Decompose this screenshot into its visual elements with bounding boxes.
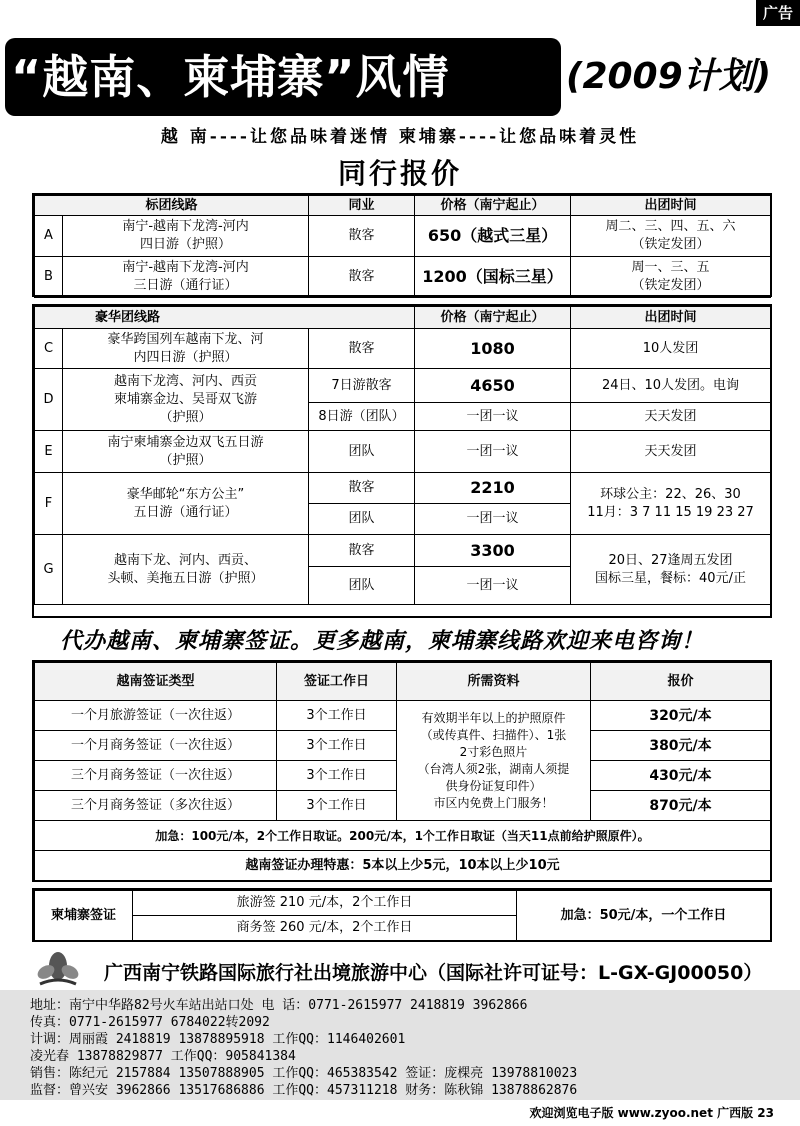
route-cell: 南宁-越南下龙湾-河内 三日游（通行证） — [63, 257, 309, 298]
row-id: C — [35, 329, 63, 369]
cambodia-label: 柬埔寨签证 — [35, 891, 133, 941]
price-cell: 1200（国标三星） — [415, 257, 571, 298]
visa-type-cell: 一个月商务签证（一次往返） — [35, 731, 277, 761]
time-cell: 20日、27逢周五发团 国标三星，餐标：40元/正 — [571, 535, 771, 605]
contact-line: 传真：0771-2615977 6784022转2092 — [30, 1015, 270, 1030]
row-id: B — [35, 257, 63, 298]
time-cell: 天天发团 — [571, 431, 771, 473]
table-row — [35, 701, 771, 731]
workdays-cell: 3个工作日 — [277, 791, 397, 821]
route-cell: 越南下龙、河内、西贡、 头顿、美拖五日游（护照） — [63, 535, 309, 605]
price-cell: 2210 — [415, 473, 571, 504]
route-cell: 南宁柬埔寨金边双飞五日游 （护照） — [63, 431, 309, 473]
visa-price-cell: 320元/本 — [591, 701, 771, 731]
contact-panel — [0, 990, 800, 1100]
route-cell: 越南下龙湾、河内、西贡 柬埔寨金边、吴哥双飞游 （护照） — [63, 369, 309, 431]
slogan: 越 南----让您品味着迷情 柬埔寨----让您品味着灵性 — [160, 127, 640, 147]
company-name: 广西南宁铁路国际旅行社出境旅游中心（国际社许可证号：L-GX-GJ00050） — [104, 962, 763, 984]
type-cell: 散客 — [309, 329, 415, 369]
urgent-note: 加急：100元/本，2个工作日取证。200元/本，1个工作日取证（当天11点前给护照原件）。 — [35, 821, 771, 851]
contact-line: 地址：南宁中华路82号火车站出站口处 电 话：0771-2615977 2418819 3962866 — [30, 998, 528, 1013]
row-id: D — [35, 369, 63, 431]
row-id: E — [35, 431, 63, 473]
type-cell: 8日游（团队） — [309, 403, 415, 431]
table-row — [35, 369, 771, 403]
workdays-cell: 3个工作日 — [277, 731, 397, 761]
type-cell: 散客 — [309, 473, 415, 504]
price-cell: 一团一议 — [415, 431, 571, 473]
visa-price-cell: 430元/本 — [591, 761, 771, 791]
visa-type-cell: 一个月旅游签证（一次往返） — [35, 701, 277, 731]
time-cell: 环球公主：22、26、30 11月：3 7 11 15 19 23 27 — [571, 473, 771, 535]
table-row — [35, 473, 771, 504]
cambodia-tourist: 旅游签 210 元/本，2个工作日 — [133, 891, 517, 916]
table-row — [35, 431, 771, 473]
special-offer: 越南签证办理特惠：5本以上少5元，10本以上少10元 — [35, 851, 771, 881]
type-cell: 团队 — [309, 504, 415, 535]
contact-line: 监督：曾兴安 3962866 13517686886 工作QQ：457311218 财务：陈秋锦 13878862876 — [30, 1083, 578, 1098]
header-price: 报价 — [591, 663, 771, 701]
price-cell: 650（越式三星） — [415, 216, 571, 257]
header-price: 价格（南宁起止） — [415, 307, 571, 329]
table-row — [35, 329, 771, 369]
contact-line: 销售：陈纪元 2157884 13507888905 工作QQ：465383542 签证：庞棵亮 13978810023 — [30, 1066, 578, 1081]
route-cell: 南宁-越南下龙湾-河内 四日游（护照） — [63, 216, 309, 257]
contact-line: 计调：周丽霞 2418819 13878895918 工作QQ：1146402601 — [30, 1032, 406, 1047]
price-cell: 1080 — [415, 329, 571, 369]
plan-year: (2009计划) — [566, 56, 772, 97]
type-cell: 散客 — [309, 216, 415, 257]
header-type: 同业 — [309, 196, 415, 216]
header-visa-type: 越南签证类型 — [35, 663, 277, 701]
type-cell: 散客 — [309, 535, 415, 567]
header-time: 出团时间 — [571, 196, 771, 216]
header-price: 价格（南宁起止） — [415, 196, 571, 216]
type-cell: 散客 — [309, 257, 415, 298]
type-cell: 团队 — [309, 431, 415, 473]
price-cell: 4650 — [415, 369, 571, 403]
row-id: A — [35, 216, 63, 257]
time-cell: 10人发团 — [571, 329, 771, 369]
row-id: G — [35, 535, 63, 605]
table-row — [35, 535, 771, 567]
page-title: “越南、柬埔寨”风情 — [5, 38, 561, 116]
luxury-tour-table — [34, 306, 771, 605]
materials-cell: 有效期半年以上的护照原件 （或传真件、扫描件）、1张 2寸彩色照片 （台湾人须2张，湖南人须提 供身份证复印件） 市区内免费上门服务！ — [397, 701, 591, 821]
visa-type-cell: 三个月商务签证（多次往返） — [35, 791, 277, 821]
table-row — [35, 851, 771, 881]
table-row — [35, 821, 771, 851]
visa-banner: 代办越南、柬埔寨签证。更多越南，柬埔寨线路欢迎来电咨询！ — [60, 629, 705, 654]
time-cell: 周一、三、五 （铁定发团） — [571, 257, 771, 298]
table-row — [35, 216, 771, 257]
header-workdays: 签证工作日 — [277, 663, 397, 701]
row-id: F — [35, 473, 63, 535]
type-cell: 7日游散客 — [309, 369, 415, 403]
price-cell: 一团一议 — [415, 403, 571, 431]
visa-type-cell: 三个月商务签证（一次往返） — [35, 761, 277, 791]
workdays-cell: 3个工作日 — [277, 761, 397, 791]
visa-price-cell: 870元/本 — [591, 791, 771, 821]
price-cell: 一团一议 — [415, 567, 571, 605]
workdays-cell: 3个工作日 — [277, 701, 397, 731]
cambodia-urgent: 加急：50元/本，一个工作日 — [517, 891, 771, 941]
time-cell: 周二、三、四、五、六 （铁定发团） — [571, 216, 771, 257]
standard-tour-table — [34, 195, 771, 298]
agency-logo-icon — [36, 948, 80, 988]
time-cell: 24日、10人发团。电询 — [571, 369, 771, 403]
table-row — [35, 257, 771, 298]
quote-title: 同行报价 — [337, 157, 462, 190]
visa-price-cell: 380元/本 — [591, 731, 771, 761]
time-cell: 天天发团 — [571, 403, 771, 431]
visa-table — [34, 662, 771, 881]
header-route: 豪华团线路 — [35, 307, 415, 329]
price-cell: 一团一议 — [415, 504, 571, 535]
contact-line: 凌光春 13878829877 工作QQ：905841384 — [30, 1049, 296, 1064]
header-route: 标团线路 — [35, 196, 309, 216]
type-cell: 团队 — [309, 567, 415, 605]
route-cell: 豪华邮轮“东方公主” 五日游（通行证） — [63, 473, 309, 535]
cambodia-visa-table — [34, 890, 771, 941]
price-cell: 3300 — [415, 535, 571, 567]
cambodia-business: 商务签 260 元/本，2个工作日 — [133, 916, 517, 941]
ad-badge: 广告 — [756, 0, 800, 26]
route-cell: 豪华跨国列车越南下龙、河 内四日游（护照） — [63, 329, 309, 369]
page-footer: 欢迎浏览电子版 www.zyoo.net 广西版 23 — [529, 1106, 774, 1120]
header-time: 出团时间 — [571, 307, 771, 329]
header-materials: 所需资料 — [397, 663, 591, 701]
